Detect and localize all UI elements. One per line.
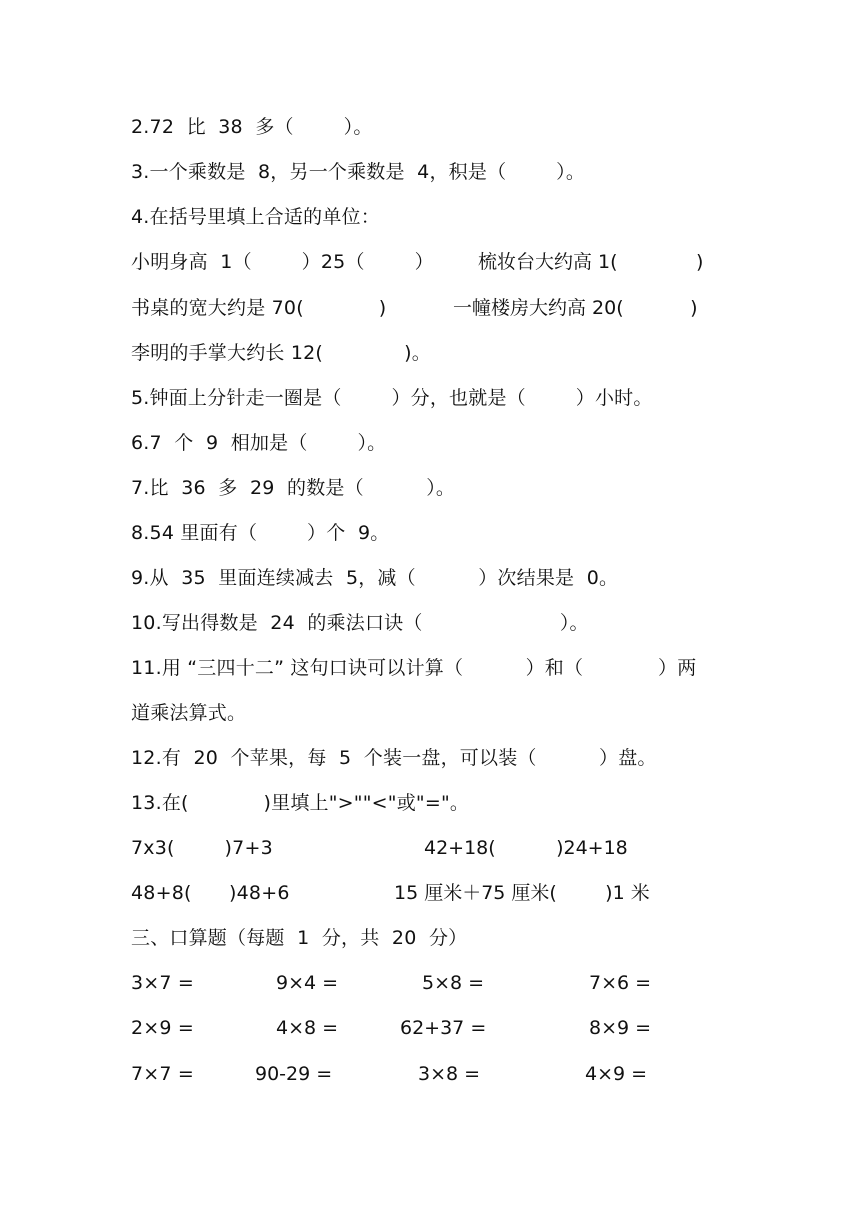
question-4-row2-left: 书桌的宽大约是 70( ) — [131, 297, 387, 319]
question-11-line1: 11.用 “三四十二” 这句口诀可以计算（ ）和（ ）两 — [131, 657, 697, 679]
question-11-line2: 道乘法算式。 — [131, 702, 247, 724]
question-3: 3.一个乘数是 8，另一个乘数是 4，积是（ ）。 — [131, 161, 586, 183]
question-4-row2-right: 一幢楼房大约高 20( ) — [453, 297, 698, 319]
mental-math-10: 90-29 = — [255, 1063, 333, 1085]
question-13: 13.在( )里填上">""<"或"="。 — [131, 792, 470, 814]
question-2: 2.72 比 38 多（ ）。 — [131, 116, 373, 138]
question-4-row1-right: 梳妆台大约高 1( ) — [478, 251, 704, 273]
question-13-item-c: 48+8( )48+6 — [131, 882, 290, 904]
mental-math-1: 3×7 = — [131, 972, 195, 994]
mental-math-2: 9×4 = — [276, 972, 339, 994]
mental-math-11: 3×8 = — [418, 1063, 481, 1085]
mental-math-8: 8×9 = — [589, 1017, 652, 1039]
question-10: 10.写出得数是 24 的乘法口诀（ ）。 — [131, 612, 589, 634]
mental-math-7: 62+37 = — [400, 1017, 487, 1039]
question-7: 7.比 36 多 29 的数是（ ）。 — [131, 477, 456, 499]
mental-math-6: 4×8 = — [276, 1017, 339, 1039]
question-12: 12.有 20 个苹果，每 5 个装一盘，可以装（ ）盘。 — [131, 747, 657, 769]
mental-math-12: 4×9 = — [585, 1063, 648, 1085]
question-8: 8.54 里面有（ ）个 9。 — [131, 522, 390, 544]
question-4-row3: 李明的手掌大约长 12( )。 — [131, 342, 431, 364]
question-6: 6.7 个 9 相加是（ ）。 — [131, 432, 387, 454]
question-4-row1-left: 小明身高 1（ ）25（ ） — [131, 251, 434, 273]
mental-math-4: 7×6 = — [589, 972, 652, 994]
question-13-item-a: 7x3( )7+3 — [131, 837, 273, 859]
question-5: 5.钟面上分针走一圈是（ ）分，也就是（ ）小时。 — [131, 387, 653, 409]
question-4-title: 4.在括号里填上合适的单位： — [131, 206, 380, 228]
mental-math-5: 2×9 = — [131, 1017, 195, 1039]
question-9: 9.从 35 里面连续减去 5，减（ ）次结果是 0。 — [131, 567, 619, 589]
question-13-item-d: 15 厘米＋75 厘米( )1 米 — [394, 882, 650, 904]
mental-math-9: 7×7 = — [131, 1063, 195, 1085]
mental-math-3: 5×8 = — [422, 972, 485, 994]
question-13-item-b: 42+18( )24+18 — [424, 837, 628, 859]
section-3-title: 三、口算题（每题 1 分，共 20 分） — [131, 927, 468, 949]
